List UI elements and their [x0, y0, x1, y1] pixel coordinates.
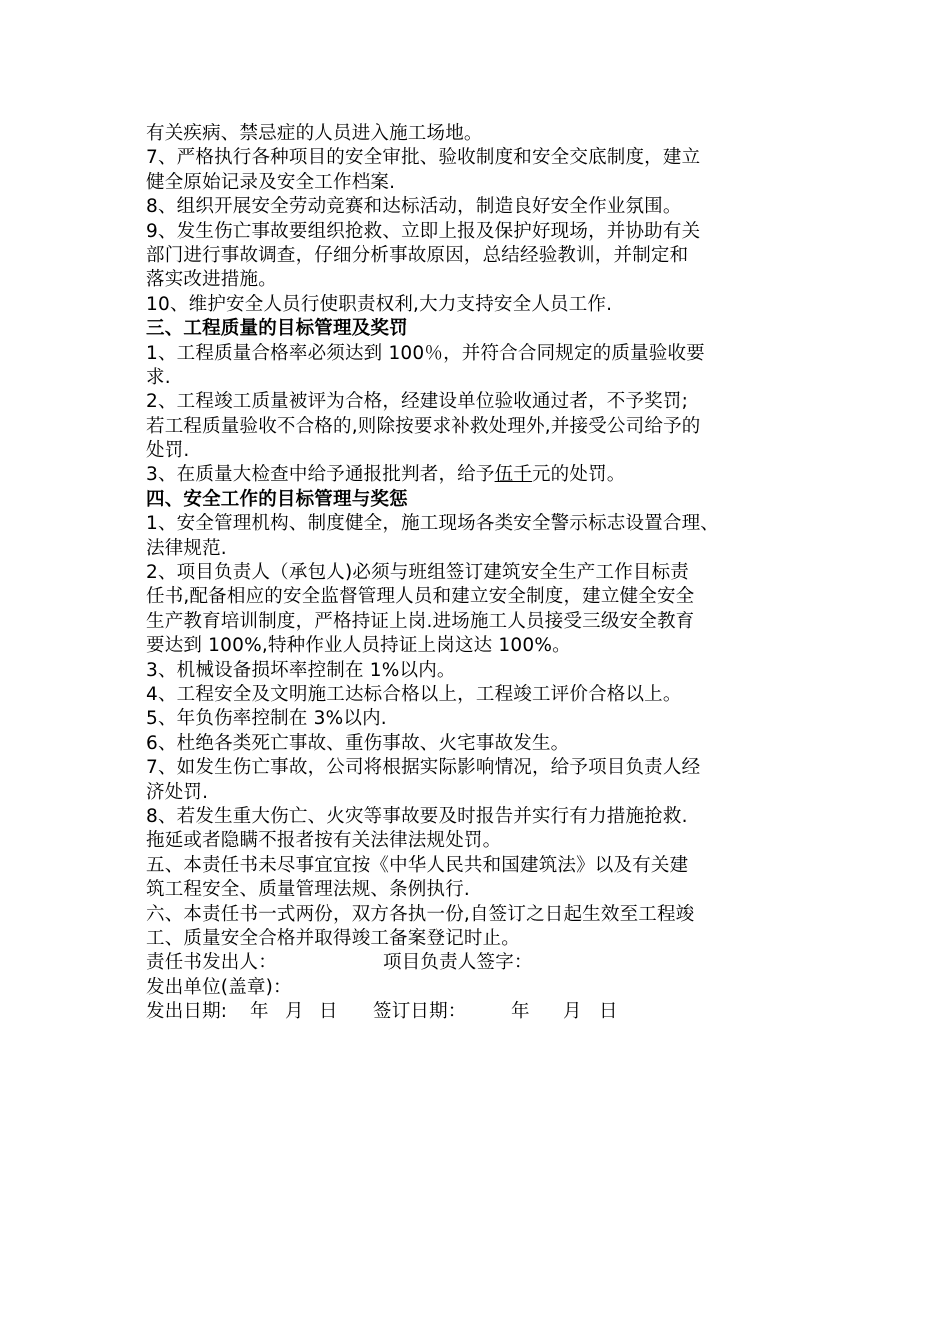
- text-line-penalty: [146, 463, 826, 487]
- text-line: 五、本责任书未尽事宜宜按《中华人民共和国建筑法》以及有关建: [146, 854, 689, 876]
- text-line: 生产教育培训制度，严格持证上岗.进场施工人员接受三级安全教育: [146, 610, 695, 632]
- section-heading-quality: 三、工程质量的目标管理及奖罚: [146, 318, 408, 340]
- penalty-suffix: 元的处罚。: [531, 464, 626, 486]
- text-line: 求.: [146, 366, 171, 388]
- text-line: 济处罚.: [146, 781, 209, 803]
- issuer-label: 责任书发出人：: [146, 952, 277, 974]
- text-line: 5、年负伤率控制在 3%以内.: [146, 708, 387, 730]
- text-line: 9、发生伤亡事故要组织抢救、立即上报及保护好现场，并协助有关: [146, 220, 701, 242]
- issue-year-label: 年: [250, 1001, 269, 1023]
- section-heading-safety: 四、安全工作的目标管理与奖惩: [146, 488, 408, 510]
- text-line: 法律规范.: [146, 537, 227, 559]
- text-line: 落实改进措施。: [146, 269, 277, 291]
- sign-year-label: 年: [511, 1001, 530, 1023]
- text-line: 10、维护安全人员行使职责权利,大力支持安全人员工作.: [146, 293, 613, 315]
- signature-row: [146, 951, 826, 975]
- text-line: 若工程质量验收不合格的,则除按要求补救处理外,并接受公司给予的: [146, 415, 701, 437]
- text-line: 健全原始记录及安全工作档案.: [146, 171, 396, 193]
- text-line: 有关疾病、禁忌症的人员进入施工场地。: [146, 123, 483, 144]
- issue-date-label: 发出日期:: [146, 1001, 228, 1023]
- text-line: 1、安全管理机构、制度健全，施工现场各类安全警示标志设置合理、: [146, 513, 719, 535]
- sign-date-label: 签订日期：: [373, 1001, 467, 1023]
- penalty-prefix: 3、在质量大检查中给予通报批判者，给予: [146, 464, 495, 486]
- text-line: 处罚.: [146, 440, 190, 462]
- text-line: 筑工程安全、质量管理法规、条例执行.: [146, 879, 470, 901]
- date-row: [146, 1000, 826, 1024]
- text-line: 拖延或者隐瞒不报者按有关法律法规处罚。: [146, 830, 502, 852]
- document-body: [146, 122, 826, 1024]
- text-line: 4、工程安全及文明施工达标合格以上，工程竣工评价合格以上。: [146, 683, 682, 705]
- issue-month-label: 月: [285, 1001, 304, 1023]
- penalty-amount: 伍千: [494, 464, 532, 486]
- text-line: 3、机械设备损坏率控制在 1%以内。: [146, 659, 456, 681]
- text-line: 六、本责任书一式两份，双方各执一份,自签订之日起生效至工程竣: [146, 903, 695, 925]
- text-line: 部门进行事故调查，仔细分析事故原因，总结经验教训，并制定和: [146, 244, 689, 266]
- sign-day-label: 日: [599, 1001, 618, 1023]
- text-line: 8、若发生重大伤亡、火灾等事故要及时报告并实行有力措施抢救.: [146, 805, 688, 827]
- text-line: 1、工程质量合格率必须达到 100％，并符合合同规定的质量验收要: [146, 342, 705, 364]
- text-line: 8、组织开展安全劳动竞赛和达标活动，制造良好安全作业氛围。: [146, 196, 682, 218]
- sign-month-label: 月: [563, 1001, 582, 1023]
- text-line: 工、质量安全合格并取得竣工备案登记时止。: [146, 927, 521, 949]
- issue-day-label: 日: [319, 1001, 338, 1023]
- issuing-unit-label: 发出单位(盖章)：: [146, 976, 292, 998]
- text-line: 要达到 100%,特种作业人员持证上岗这达 100%。: [146, 635, 571, 657]
- text-line: 任书,配备相应的安全监督管理人员和建立安全制度，建立健全安全: [146, 586, 695, 608]
- leader-signature-label: 项目负责人签字：: [383, 952, 533, 974]
- text-line: 2、工程竣工质量被评为合格，经建设单位验收通过者，不予奖罚;: [146, 391, 689, 413]
- text-line: 7、严格执行各种项目的安全审批、验收制度和安全交底制度，建立: [146, 147, 701, 169]
- text-line: 7、如发生伤亡事故，公司将根据实际影响情况，给予项目负责人经: [146, 757, 701, 779]
- text-line: 6、杜绝各类死亡事故、重伤事故、火宅事故发生。: [146, 732, 570, 754]
- text-line: 2、项目负责人（承包人)必须与班组签订建筑安全生产工作目标责: [146, 562, 689, 584]
